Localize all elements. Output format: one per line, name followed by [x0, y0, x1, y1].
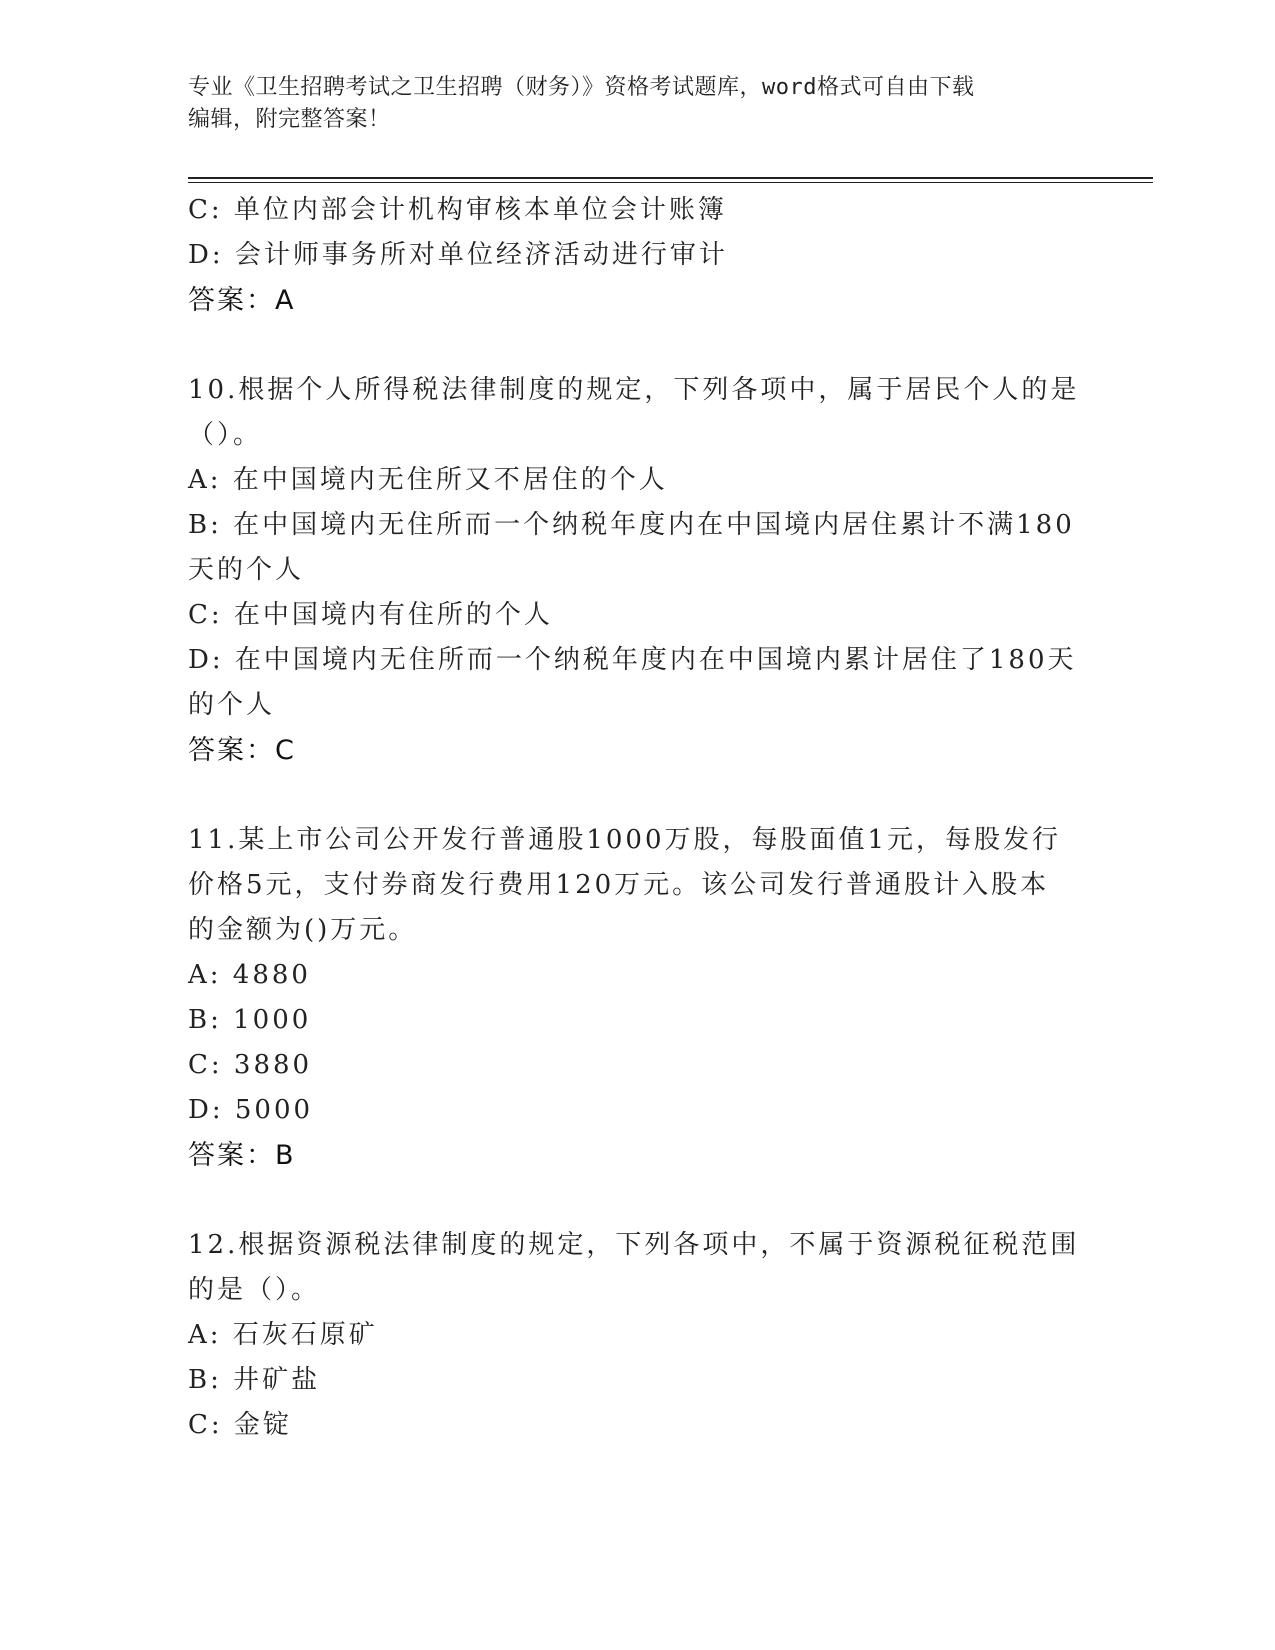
option-d: D: 在中国境内无住所而一个纳税年度内在中国境内累计居住了180天 [188, 645, 1077, 675]
header-line-2: 编辑，附完整答案！ [188, 107, 391, 132]
option-c: C: 3880 [188, 1050, 313, 1080]
option-b-cont: 天的个人 [188, 555, 305, 585]
option-c: C: 在中国境内有住所的个人 [188, 600, 553, 630]
spacer [188, 1178, 1088, 1223]
question-stem-cont: 的是（）。 [188, 1275, 321, 1305]
option-c: C: 金锭 [188, 1410, 292, 1440]
question-stem: 11.某上市公司公开发行普通股1000万股，每股面值1元，每股发行 [188, 825, 1062, 855]
option-b: B: 在中国境内无住所而一个纳税年度内在中国境内居住累计不满180 [188, 510, 1075, 540]
question-11 [188, 818, 1088, 1178]
option-b: B: 井矿盐 [188, 1365, 321, 1395]
option-c: C: 单位内部会计机构审核本单位会计账簿 [188, 195, 727, 225]
spacer [188, 323, 1088, 368]
answer-line: 答案：A [188, 285, 296, 316]
question-9-tail [188, 188, 1088, 323]
spacer [188, 773, 1088, 818]
header-line-1: 专业《卫生招聘考试之卫生招聘（财务）》资格考试题库，word格式可自由下载 [188, 75, 975, 100]
option-a: A: 在中国境内无住所又不居住的个人 [188, 465, 668, 495]
answer-line: 答案：B [188, 1140, 296, 1171]
header-rule-thick [188, 177, 1153, 179]
question-stem-cont: （）。 [188, 420, 263, 450]
question-stem: 10.根据个人所得税法律制度的规定，下列各项中，属于居民个人的是 [188, 375, 1080, 405]
header-rule-thin [188, 182, 1153, 183]
question-10 [188, 368, 1088, 773]
option-d: D: 5000 [188, 1095, 314, 1125]
answer-line: 答案：C [188, 735, 296, 766]
question-stem-cont: 价格5元，支付券商发行费用120万元。该公司发行普通股计入股本 [188, 870, 1050, 900]
option-d-cont: 的个人 [188, 690, 276, 720]
document-body [188, 188, 1088, 1448]
option-d: D: 会计师事务所对单位经济活动进行审计 [188, 240, 728, 270]
question-12 [188, 1223, 1088, 1448]
question-stem: 12.根据资源税法律制度的规定，下列各项中，不属于资源税征税范围 [188, 1230, 1080, 1260]
option-a: A: 4880 [188, 960, 311, 990]
option-a: A: 石灰石原矿 [188, 1320, 378, 1350]
question-stem-cont: 的金额为()万元。 [188, 915, 418, 945]
document-header [188, 72, 1078, 136]
option-b: B: 1000 [188, 1005, 312, 1035]
